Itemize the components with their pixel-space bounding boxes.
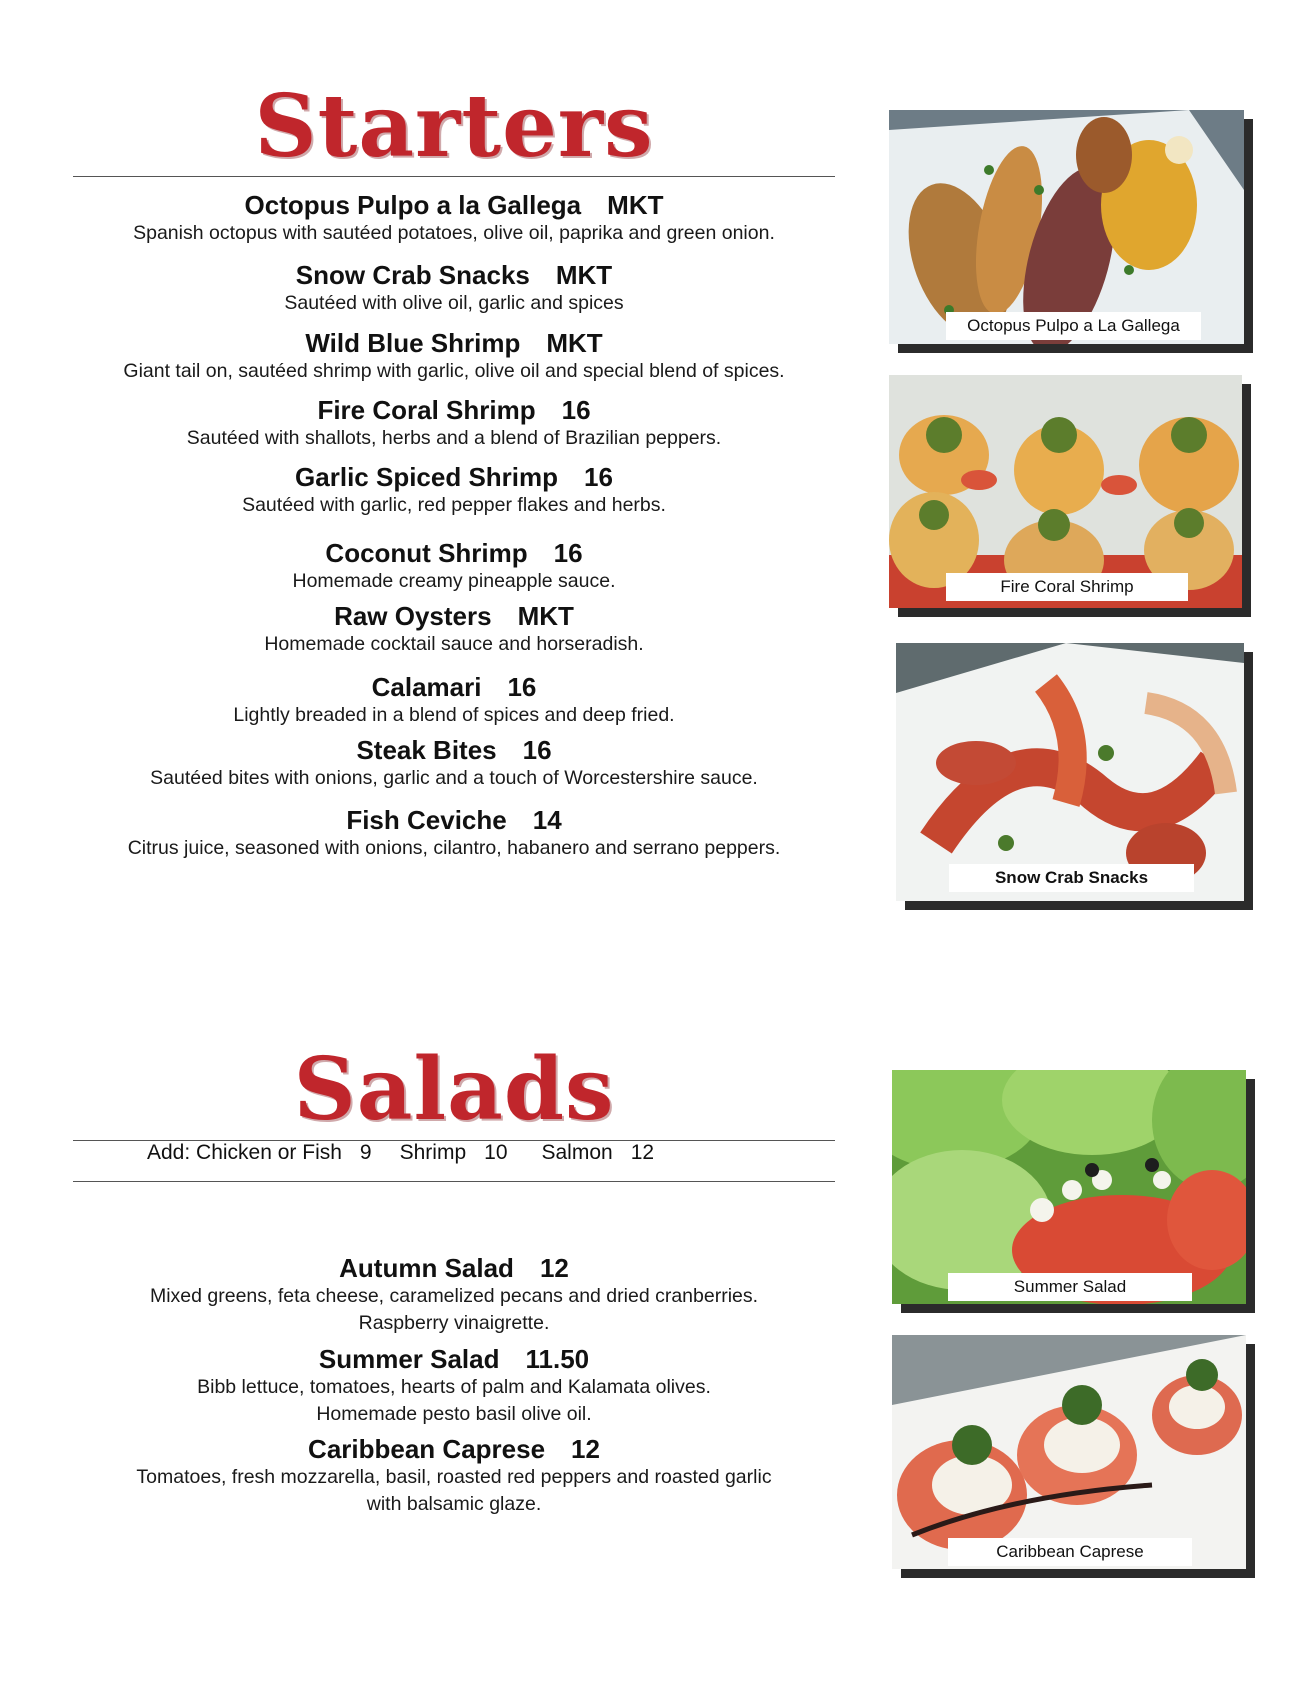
addon-chicken-fish-price: 9 (359, 1141, 372, 1164)
item-description: Sautéed with garlic, red pepper flakes and herbs. (242, 494, 666, 516)
item-price: 16 (584, 462, 613, 492)
photo-caption: Snow Crab Snacks (949, 864, 1194, 892)
item-name: Fish Ceviche (346, 805, 507, 835)
item-name: Octopus Pulpo a la Gallega (244, 190, 582, 220)
addon-salmon-price: 12 (630, 1141, 655, 1164)
item-description: Sautéed with shallots, herbs and a blend of Brazilian peppers. (186, 427, 722, 449)
item-description: Lightly breaded in a blend of spices and deep fried. (233, 704, 675, 726)
starters-title: Starters (254, 76, 654, 177)
addon-shrimp-price: 10 (484, 1141, 508, 1164)
item-name: Raw Oysters (334, 601, 492, 631)
photo-caption: Fire Coral Shrimp (946, 573, 1188, 601)
item-price: 12 (571, 1434, 600, 1464)
item-price: 16 (553, 538, 583, 568)
item-description: Giant tail on, sautéed shrimp with garlic, olive oil and special blend of spices. (123, 360, 785, 382)
item-price: 16 (507, 672, 537, 702)
item-description: Mixed greens, feta cheese, caramelized pecans and dried cranberries. (149, 1285, 759, 1307)
salads-title: Salads (293, 1039, 615, 1140)
caribbean-caprese-photo (892, 1335, 1246, 1569)
item-price: MKT (517, 601, 574, 631)
fire-coral-shrimp-photo (889, 375, 1242, 608)
item-name: Autumn Salad (339, 1253, 514, 1283)
item-name: Steak Bites (356, 735, 497, 765)
addon-chicken-fish-label: Add: Chicken or Fish (147, 1141, 342, 1164)
menu-item (73, 1434, 835, 1518)
item-name: Fire Coral Shrimp (317, 395, 536, 425)
item-description: Sautéed bites with onions, garlic and a touch of Worcestershire sauce. (150, 767, 758, 789)
snow-crab-photo (896, 643, 1244, 901)
item-description: Bibb lettuce, tomatoes, hearts of palm and Kalamata olives. (197, 1376, 711, 1398)
item-name: Coconut Shrimp (325, 538, 528, 568)
item-description: Sautéed with olive oil, garlic and spices (284, 292, 624, 314)
item-name: Calamari (371, 672, 482, 702)
item-description: Tomatoes, fresh mozzarella, basil, roasted red peppers and roasted garlic (136, 1466, 772, 1488)
photo-caption: Octopus Pulpo a La Gallega (946, 312, 1201, 340)
item-price: MKT (555, 260, 613, 290)
item-description-line2: Homemade pesto basil olive oil. (316, 1403, 592, 1425)
item-name: Caribbean Caprese (308, 1434, 546, 1464)
item-price: MKT (546, 328, 603, 358)
item-name: Snow Crab Snacks (295, 260, 530, 290)
summer-salad-photo (892, 1070, 1246, 1304)
item-price: 16 (522, 735, 552, 765)
photo-caption: Summer Salad (948, 1273, 1192, 1301)
item-name: Garlic Spiced Shrimp (295, 462, 559, 492)
addon-salmon-label: Salmon (541, 1141, 613, 1164)
addon-shrimp-label: Shrimp (399, 1141, 467, 1164)
item-price: 11.50 (525, 1344, 590, 1374)
item-price: 14 (532, 805, 562, 835)
item-price: 16 (561, 395, 591, 425)
item-description: Citrus juice, seasoned with onions, cilantro, habanero and serrano peppers. (127, 837, 781, 859)
item-price: 12 (539, 1253, 569, 1283)
photo-caption: Caribbean Caprese (948, 1538, 1192, 1566)
salads-menu (73, 0, 835, 1600)
item-description: Spanish octopus with sautéed potatoes, olive oil, paprika and green onion. (133, 222, 775, 244)
item-price: MKT (607, 190, 664, 220)
item-description: Homemade cocktail sauce and horseradish. (264, 633, 644, 655)
item-description-line2: Raspberry vinaigrette. (358, 1312, 550, 1334)
item-name: Summer Salad (318, 1344, 500, 1374)
menu-item (73, 1253, 835, 1337)
octopus-photo (889, 110, 1244, 344)
item-description: Homemade creamy pineapple sauce. (292, 570, 616, 592)
menu-item (73, 1344, 835, 1428)
item-description-line2: with balsamic glaze. (366, 1493, 542, 1515)
item-name: Wild Blue Shrimp (305, 328, 521, 358)
